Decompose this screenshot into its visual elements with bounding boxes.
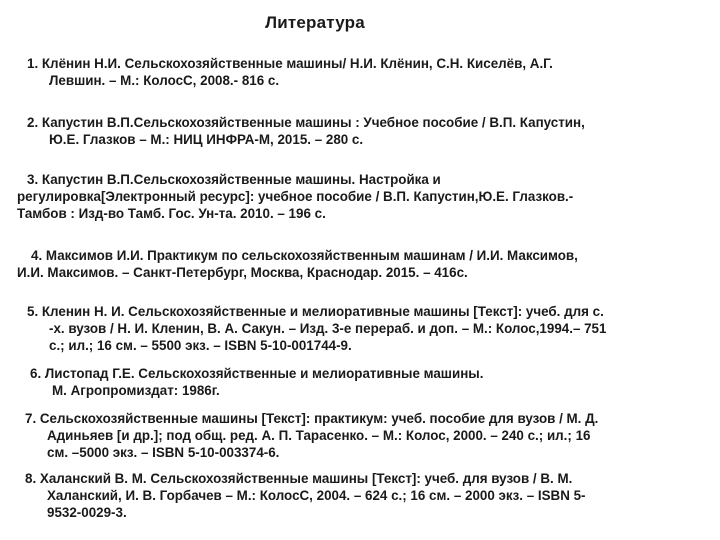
- reference-item-1: [27, 55, 553, 89]
- reference-line: И.И. Максимов. – Санкт-Петербург, Москва, Краснодар. 2015. – 416с.: [17, 265, 468, 280]
- reference-line: -х. вузов / Н. И. Кленин, В. А. Сакун. – Изд. 3-е перераб. и доп. – М.: Колос,1994.– 751: [49, 321, 607, 336]
- reference-line: 3. Капустин В.П.Сельскохозяйственные машины. Настройка и: [27, 172, 441, 187]
- reference-item-6: [30, 365, 483, 399]
- reference-item-2: [27, 114, 585, 148]
- reference-item-5: [27, 303, 606, 354]
- reference-line: регулировка[Электронный ресурс]: учебное пособие / В.П. Капустин,Ю.Е. Глазков.-: [17, 189, 574, 204]
- reference-line: 2. Капустин В.П.Сельскохозяйственные машины : Учебное пособие / В.П. Капустин,: [27, 115, 585, 130]
- reference-item-7: [25, 410, 598, 461]
- reference-line: с.; ил.; 16 см. – 5500 экз. – ISBN 5-10-001744-9.: [49, 338, 352, 353]
- reference-line: Тамбов : Изд-во Тамб. Гос. Ун-та. 2010. – 196 с.: [17, 206, 326, 221]
- reference-item-4: [17, 247, 578, 281]
- reference-line: Ю.Е. Глазков – М.: НИЦ ИНФРА-М, 2015. – 280 с.: [49, 132, 364, 147]
- reference-line: Халанский, И. В. Горбачев – М.: КолосС, 2004. – 624 с.; 16 см. – 2000 экз. – ISBN 5-: [47, 488, 586, 503]
- reference-item-8: [25, 470, 586, 521]
- reference-line: Левшин. – М.: КолосС, 2008.- 816 с.: [49, 73, 280, 88]
- reference-line: 7. Сельскохозяйственные машины [Текст]: практикум: учеб. пособие для вузов / М. Д.: [25, 411, 599, 426]
- reference-item-3: [17, 171, 573, 222]
- reference-line: М. Агропромиздат: 1986г.: [52, 383, 220, 398]
- reference-line: 9532-0029-3.: [47, 505, 127, 520]
- reference-line: 6. Листопад Г.Е. Сельскохозяйственные и мелиоративные машины.: [30, 366, 484, 381]
- reference-line: 8. Халанский В. М. Сельскохозяйственные машины [Текст]: учеб. для вузов / В. М.: [25, 471, 573, 486]
- reference-line: 5. Кленин Н. И. Сельскохозяйственные и мелиоративные машины [Текст]: учеб. для с.: [27, 304, 604, 319]
- reference-line: 4. Максимов И.И. Практикум по сельскохозяйственным машинам / И.И. Максимов,: [31, 248, 578, 263]
- reference-line: Адиньяев [и др.]; под общ. ред. А. П. Тарасенко. – М.: Колос, 2000. – 240 с.; ил.; 16: [47, 428, 591, 443]
- page-title: Литература: [265, 13, 365, 32]
- reference-line: см. –5000 экз. – ISBN 5-10-003374-6.: [47, 445, 280, 460]
- reference-line: 1. Клёнин Н.И. Сельскохозяйственные машины/ Н.И. Клёнин, С.Н. Киселёв, А.Г.: [27, 56, 553, 71]
